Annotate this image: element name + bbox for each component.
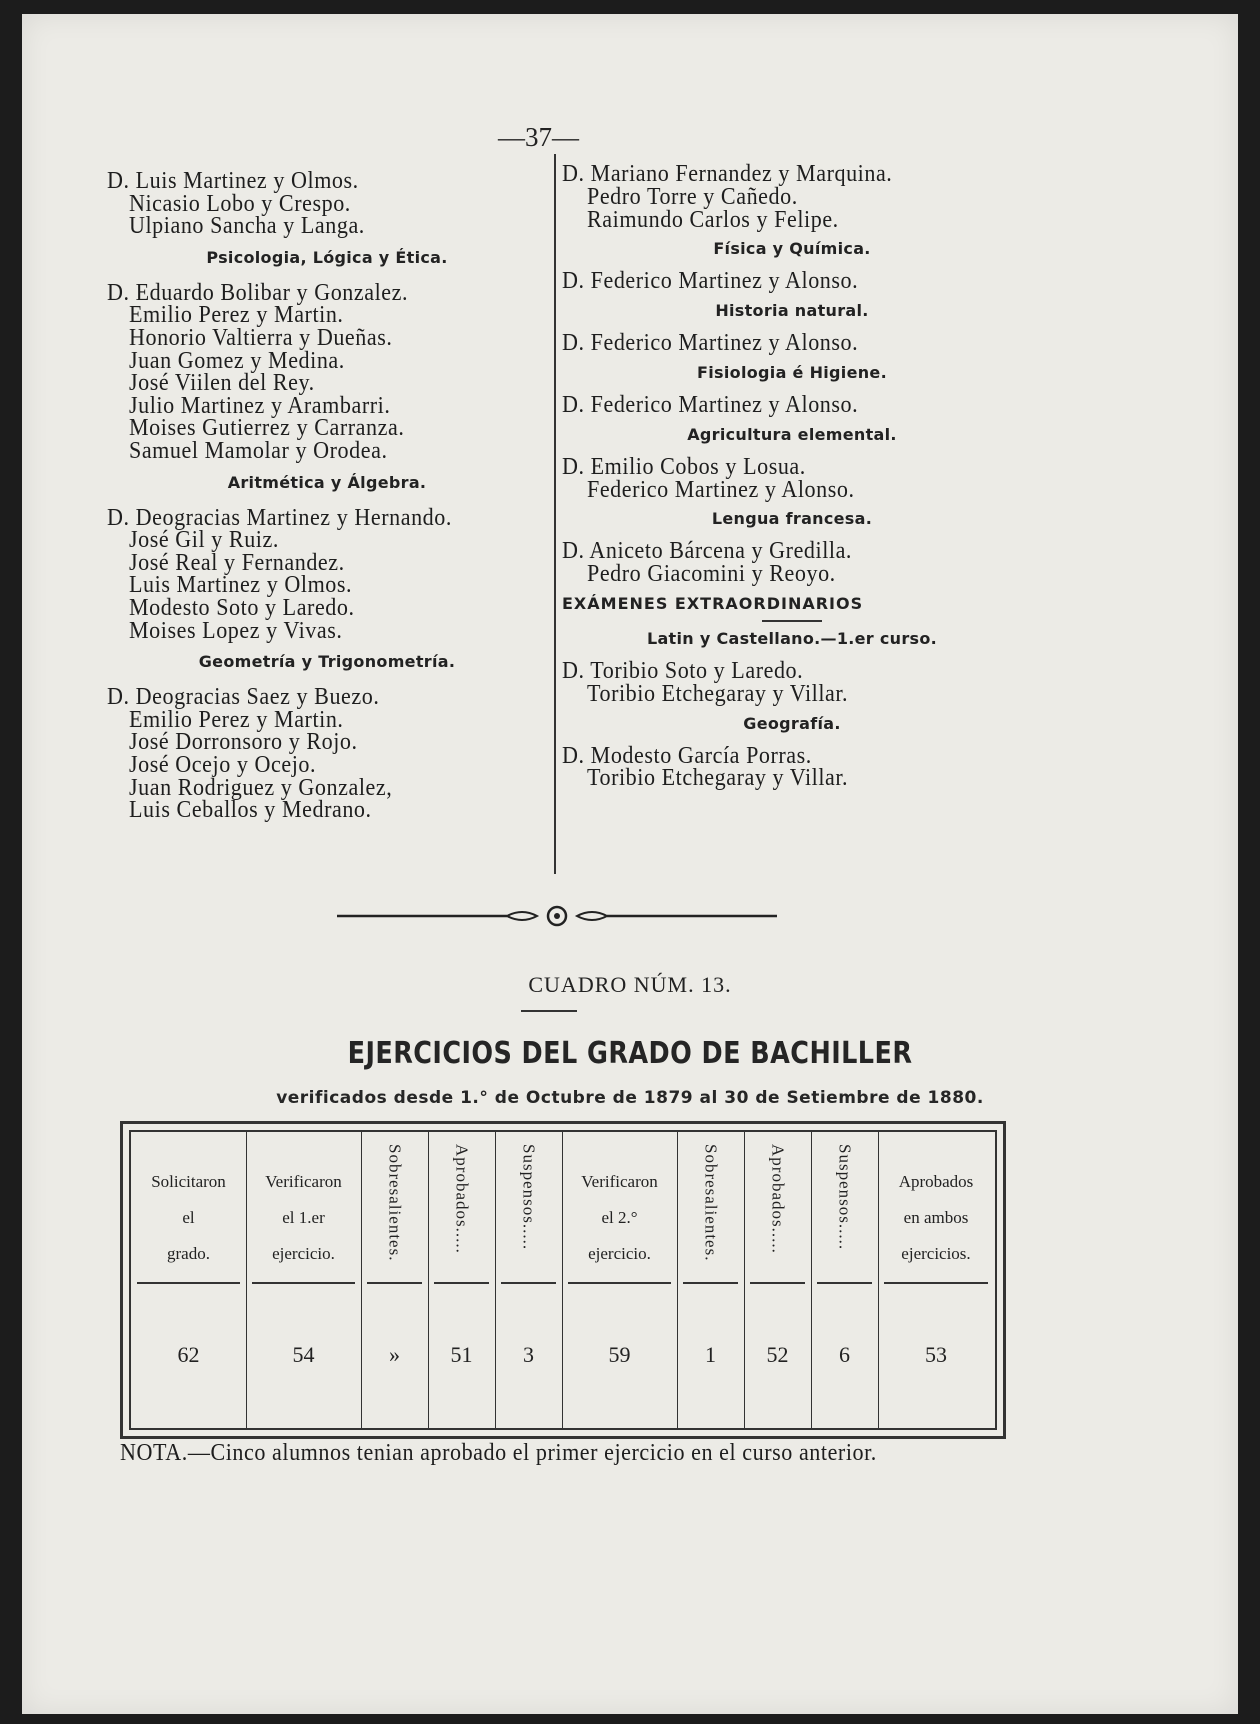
person-name: Moises Lopez y Vivas. — [129, 617, 343, 644]
header-rule — [568, 1282, 671, 1284]
section-heading: Fisiologia é Higiene. — [697, 363, 887, 382]
column-header-text: Suspensos..... — [519, 1144, 539, 1251]
person-name: D. Emilio Cobos y Losua. — [562, 453, 806, 480]
header-rule — [750, 1282, 805, 1284]
person-name: Honorio Valtierra y Dueñas. — [129, 325, 393, 351]
column-header-text — [250, 1164, 357, 1272]
header-line: ejercicios. — [901, 1244, 971, 1263]
table-cell-value: 51 — [450, 1342, 473, 1367]
table-cell-value: 54 — [292, 1342, 315, 1367]
person-name: D. Aniceto Bárcena y Gredilla. — [562, 538, 853, 565]
label-underline — [521, 1010, 577, 1012]
table-cell-value: 59 — [608, 1342, 631, 1367]
person-name: Toribio Etchegaray y Villar. — [587, 765, 849, 792]
table-cell-value: 3 — [523, 1342, 534, 1367]
table-inner — [129, 1130, 997, 1430]
table-cell-value: 62 — [177, 1342, 200, 1367]
person-name: Ulpiano Sancha y Langa. — [129, 213, 365, 240]
cuadro-subtitle: verificados desde 1.° de Octubre de 1879 al 30 de Setiembre de 1880. — [276, 1088, 984, 1108]
section-heading: Geografía. — [743, 713, 841, 733]
person-name: José Real y Fernandez. — [129, 549, 345, 576]
column-header — [562, 1132, 677, 1290]
header-rule — [367, 1282, 422, 1284]
person-name: Samuel Mamolar y Orodea. — [129, 438, 388, 464]
statistics-table — [120, 1121, 1006, 1439]
column-header-text: Sobresalientes. — [701, 1144, 721, 1262]
page-number: —37— — [498, 122, 579, 152]
person-name: D. Toribio Soto y Laredo. — [562, 658, 804, 684]
column-header — [495, 1132, 562, 1290]
column-header — [811, 1132, 878, 1290]
column-header — [361, 1132, 428, 1290]
table-column — [744, 1132, 812, 1428]
person-name: Emilio Perez y Martin. — [129, 706, 344, 733]
table-cell-value: 52 — [766, 1342, 789, 1367]
column-divider — [554, 154, 556, 874]
header-line: ejercicio. — [588, 1244, 651, 1263]
table-note: NOTA.—Cinco alumnos tenian aprobado el primer ejercicio en el curso anterior. — [120, 1440, 877, 1466]
person-name: José Dorronsoro y Rojo. — [129, 729, 358, 756]
column-header — [878, 1132, 994, 1290]
table-column — [677, 1132, 745, 1428]
header-line: el 2.° — [601, 1208, 638, 1227]
table-cell-value: » — [389, 1342, 400, 1367]
section-heading: Lengua francesa. — [711, 509, 873, 529]
section-heading: Geometría y Trigonometría. — [198, 652, 456, 672]
header-line: Solicitaron — [151, 1172, 226, 1191]
cuadro-label: CUADRO NÚM. 13. — [528, 972, 732, 997]
ornamental-divider — [337, 904, 777, 928]
person-name: Federico Martinez y Alonso. — [587, 476, 855, 503]
column-header-text: Suspensos..... — [835, 1144, 855, 1251]
person-name: D. Modesto García Porras. — [562, 742, 812, 769]
extraordinary-exams-title: EXÁMENES EXTRAORDINARIOS — [562, 594, 864, 613]
header-line: el — [182, 1208, 195, 1227]
section-heading: Latin y Castellano.—1.er curso. — [646, 629, 938, 648]
header-rule — [884, 1282, 988, 1284]
person-name: D. Federico Martinez y Alonso. — [562, 330, 859, 357]
person-name: D. Federico Martinez y Alonso. — [562, 392, 859, 418]
table-column — [495, 1132, 563, 1428]
column-header-text: Sobresalientes. — [385, 1144, 405, 1262]
person-name: Toribio Etchegaray y Villar. — [587, 680, 849, 707]
header-line: Verificaron — [265, 1172, 342, 1191]
person-name: Emilio Perez y Martin. — [129, 302, 344, 329]
person-name: D. Deogracias Martinez y Hernando. — [107, 504, 452, 531]
person-name: D. Mariano Fernandez y Marquina. — [562, 161, 893, 187]
column-header — [131, 1132, 246, 1290]
table-column — [428, 1132, 496, 1428]
column-header-text: Aprobados..... — [768, 1144, 788, 1254]
table-column — [361, 1132, 429, 1428]
person-name: José Viilen del Rey. — [129, 370, 315, 397]
section-heading: Física y Química. — [713, 239, 871, 259]
header-line: el 1.er — [282, 1208, 325, 1227]
person-name: José Ocejo y Ocejo. — [129, 752, 317, 778]
table-cell-value: 1 — [705, 1342, 716, 1367]
header-rule — [817, 1282, 872, 1284]
section-heading: Agricultura elemental. — [687, 424, 897, 444]
person-name: D. Federico Martinez y Alonso. — [562, 268, 859, 295]
person-name: Moises Gutierrez y Carranza. — [129, 415, 405, 442]
table-column — [562, 1132, 678, 1428]
person-name: Julio Martinez y Arambarri. — [129, 392, 391, 419]
person-name: Luis Ceballos y Medrano. — [129, 797, 372, 824]
header-line: grado. — [167, 1244, 210, 1263]
header-rule — [434, 1282, 489, 1284]
header-rule — [683, 1282, 738, 1284]
table-cell-value: 53 — [925, 1342, 947, 1367]
column-header-text — [566, 1164, 673, 1272]
person-name: Juan Gomez y Medina. — [129, 347, 345, 374]
person-name: Modesto Soto y Laredo. — [129, 595, 355, 621]
column-header-text — [135, 1164, 242, 1272]
person-name: Raimundo Carlos y Felipe. — [587, 206, 839, 233]
column-header — [428, 1132, 495, 1290]
header-rule — [252, 1282, 355, 1284]
person-name: Juan Rodriguez y Gonzalez, — [129, 774, 393, 801]
column-header — [246, 1132, 361, 1290]
table-column — [246, 1132, 362, 1428]
column-header — [677, 1132, 744, 1290]
header-line: en ambos — [903, 1208, 969, 1227]
section-heading: Historia natural. — [715, 301, 869, 321]
header-rule — [137, 1282, 240, 1284]
person-name: Pedro Torre y Cañedo. — [587, 183, 798, 210]
header-line: ejercicio. — [272, 1244, 335, 1263]
person-name: Luis Martinez y Olmos. — [129, 572, 353, 599]
person-name: D. Deogracias Saez y Buezo. — [107, 684, 380, 711]
table-column — [811, 1132, 879, 1428]
document-page — [22, 14, 1238, 1714]
table-column — [878, 1132, 994, 1428]
cuadro-title: EJERCICIOS DEL GRADO DE BACHILLER — [347, 1036, 913, 1071]
person-name: Pedro Giacomini y Reoyo. — [587, 561, 836, 588]
person-name: Nicasio Lobo y Crespo. — [129, 190, 351, 217]
section-heading: Aritmética y Álgebra. — [227, 472, 427, 492]
column-header-text: Aprobados..... — [452, 1144, 472, 1254]
header-line: Aprobados — [898, 1172, 974, 1191]
person-name: D. Luis Martinez y Olmos. — [107, 168, 359, 194]
column-header-text — [882, 1164, 990, 1272]
table-cell-value: 6 — [839, 1342, 850, 1367]
title-underline — [762, 620, 822, 622]
table-column — [131, 1132, 247, 1428]
person-name: D. Eduardo Bolibar y Gonzalez. — [107, 279, 409, 306]
header-rule — [501, 1282, 556, 1284]
person-name: José Gil y Ruiz. — [129, 527, 279, 554]
header-line: Verificaron — [581, 1172, 658, 1191]
column-header — [744, 1132, 811, 1290]
section-heading: Psicologia, Lógica y Ética. — [206, 247, 448, 267]
